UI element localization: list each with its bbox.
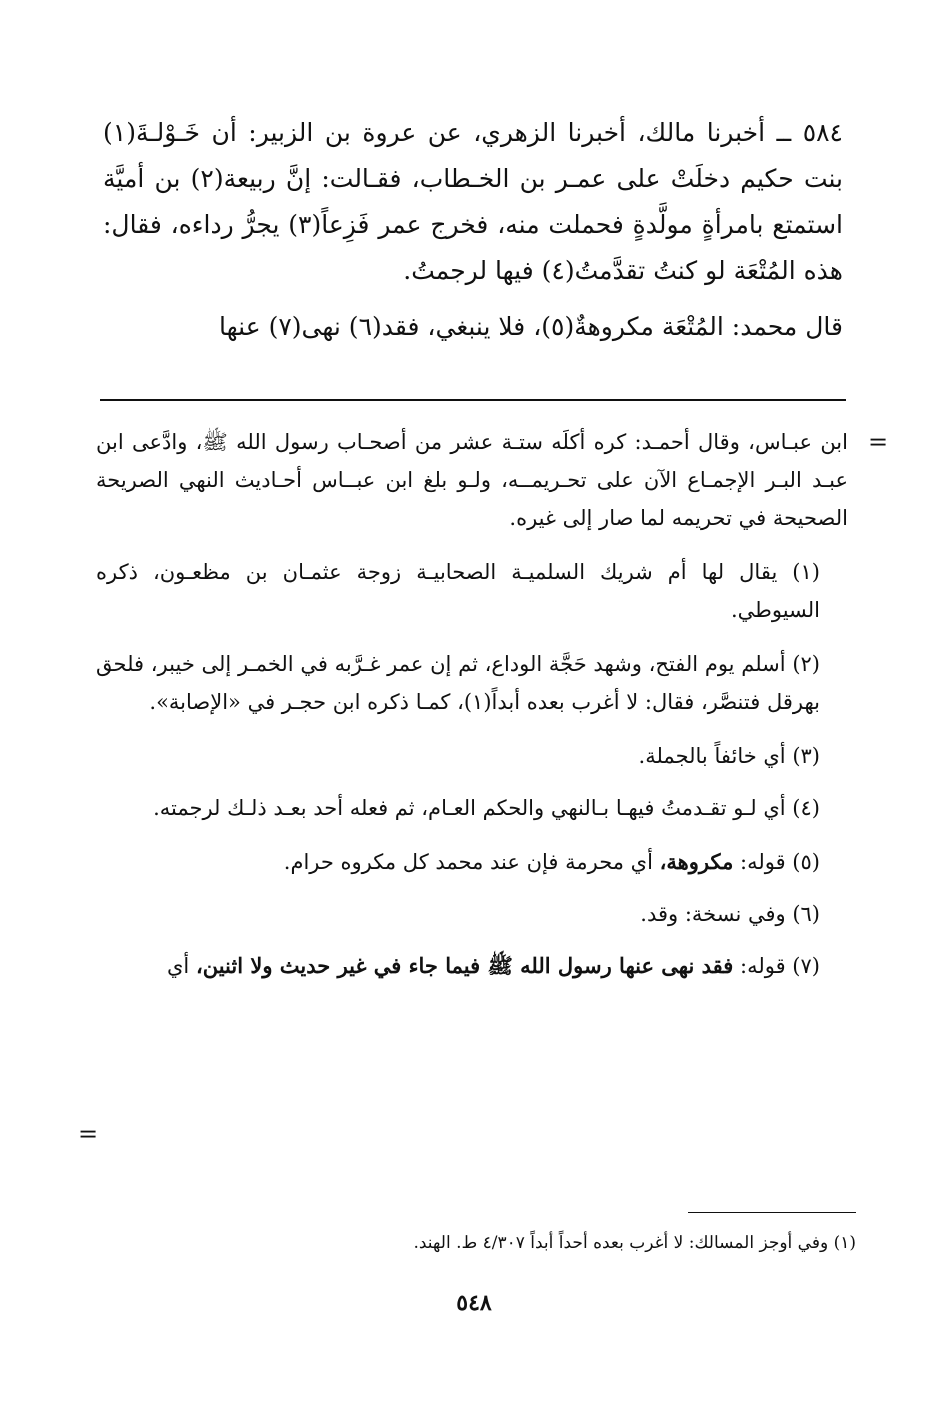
footnote-separator [100, 399, 846, 401]
footnote-6: (٦) وفي نسخة: وقد. [640, 902, 820, 926]
main-text [103, 110, 843, 360]
footnote-5 [96, 843, 848, 881]
continuation-mark-top: = [868, 428, 889, 456]
footnote-4: (٤) أي لـو تقـدمتُ فيهـا بـالنهي والحكم العـام، ثم فعله أحد بعـد ذلـك لرجمته. [153, 796, 820, 820]
page-number: ٥٤٨ [456, 1290, 492, 1316]
footnote-5-label: (٥) قوله: [740, 850, 820, 874]
footnote-5-text: أي محرمة فإن عند محمد كل مكروه حرام. [283, 850, 653, 874]
footnote-3: (٣) أي خائفاً بالجملة. [638, 744, 820, 768]
footnote-2: (٢) أسلم يوم الفتح، وشهد حَجَّة الوداع، ثم إن عمر غـرَّبه في الخمـر إلى خيبر، فلحق بهرقل فتنصَّر، فقال: لا أغرب بعده أبداً(١)، كمـا ذكره ابن حجـر في «الإصابة». [96, 652, 820, 714]
subnote-separator [688, 1212, 856, 1213]
footnote-7 [96, 947, 848, 985]
footnote-1: (١) يقال لها أم شريك السلميـة الصحابيـة زوجة عثمـان بن مظعـون، ذكره السيوطي. [96, 560, 820, 622]
footnote-continuation: ابن عبـاس، وقال أحمـد: كره أكلَه ستـة عشر من أصحـاب رسول الله ﷺ، وادَّعى ابن عبـد البـر الإجمـاع الآن على تحـريمــه، ولـو بلغ ابن عبــاس أحـاديث النهي الصريحة الصحيحة في تحريمه لما صار إلى غيره. [96, 430, 848, 530]
footnotes [96, 423, 848, 1001]
footnote-7-keyword: فقد نهى عنها رسول الله ﷺ فيما جاء في غير حديث ولا اثنين، [195, 953, 734, 978]
editor-subnote: (١) وفي أوجز المسالك: لا أغرب بعده أحداً أبداً ٤/٣٠٧ ط. الهند. [413, 1233, 856, 1253]
footnote-7-text: أي [166, 954, 190, 978]
hadith-paragraph: ٥٨٤ ــ أخبرنا مالك، أخبرنا الزهري، عن عروة بن الزبير: أن خَـوْلـةَ(١) بنت حكيم دخلَتْ على عمـر بن الخـطاب، فقـالت: إنَّ ربيعة(٢) بن أميَّة استمتع بامرأةٍ مولَّدةٍ فحملت منه، فخرج عمر فَزِعاً(٣) يجرُّ رداءه، فقال: هذه المُتْعَة لو كنتُ تقدَّمتُ(٤) فيها لرجمتُ. [103, 118, 843, 285]
footnote-5-keyword: مكروهة، [659, 849, 734, 874]
footnote-7-label: (٧) قوله: [740, 954, 820, 978]
commentary-paragraph: قال محمد: المُتْعَة مكروهةٌ(٥)، فلا ينبغي، فقد(٦) نهى(٧) عنها [219, 312, 843, 341]
continuation-mark-bottom: = [78, 1120, 99, 1148]
